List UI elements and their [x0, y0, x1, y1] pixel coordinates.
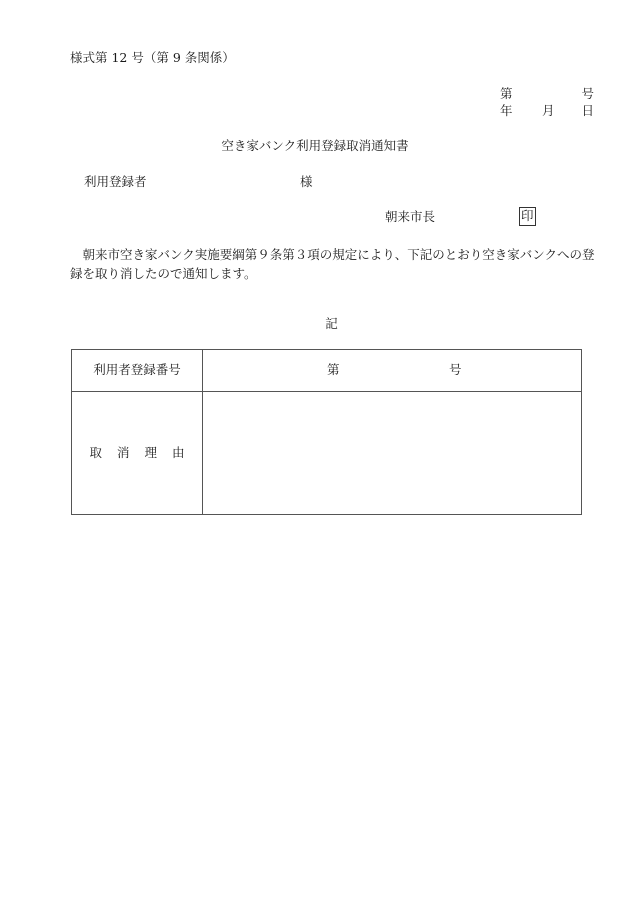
form-number: 様式第 12 号（第 9 条関係）	[70, 50, 235, 65]
cancellation-reason-label	[72, 392, 203, 515]
addressee-honorific: 様	[300, 174, 313, 189]
registration-number-prefix: 第	[327, 362, 340, 377]
sender-name: 朝来市長	[385, 209, 436, 224]
cancellation-reason-field[interactable]	[203, 392, 582, 515]
document-number	[500, 88, 594, 101]
ki-heading: 記	[325, 316, 338, 331]
body-text: 朝来市空き家バンク実施要綱第９条第３項の規定により、下記のとおり空き家バンクへの登録を取り消したので通知します。	[70, 247, 595, 281]
doc-number-prefix: 第	[500, 86, 513, 101]
addressee-label: 利用登録者	[84, 174, 147, 189]
cancellation-reason-label-text: 取消理由	[89, 444, 200, 460]
details-table	[71, 349, 582, 515]
issue-date	[500, 105, 594, 118]
registration-number-label: 利用者登録番号	[72, 350, 203, 392]
registration-number-suffix: 号	[449, 362, 462, 377]
document-title: 空き家バンク利用登録取消通知書	[221, 138, 409, 153]
date-month: 月	[542, 103, 555, 118]
date-day: 日	[581, 103, 594, 118]
table-row	[72, 350, 582, 392]
seal-mark: 印	[519, 207, 536, 226]
table-row	[72, 392, 582, 515]
date-year: 年	[500, 103, 513, 118]
doc-number-suffix: 号	[581, 86, 594, 101]
registration-number-field[interactable]	[203, 350, 582, 392]
